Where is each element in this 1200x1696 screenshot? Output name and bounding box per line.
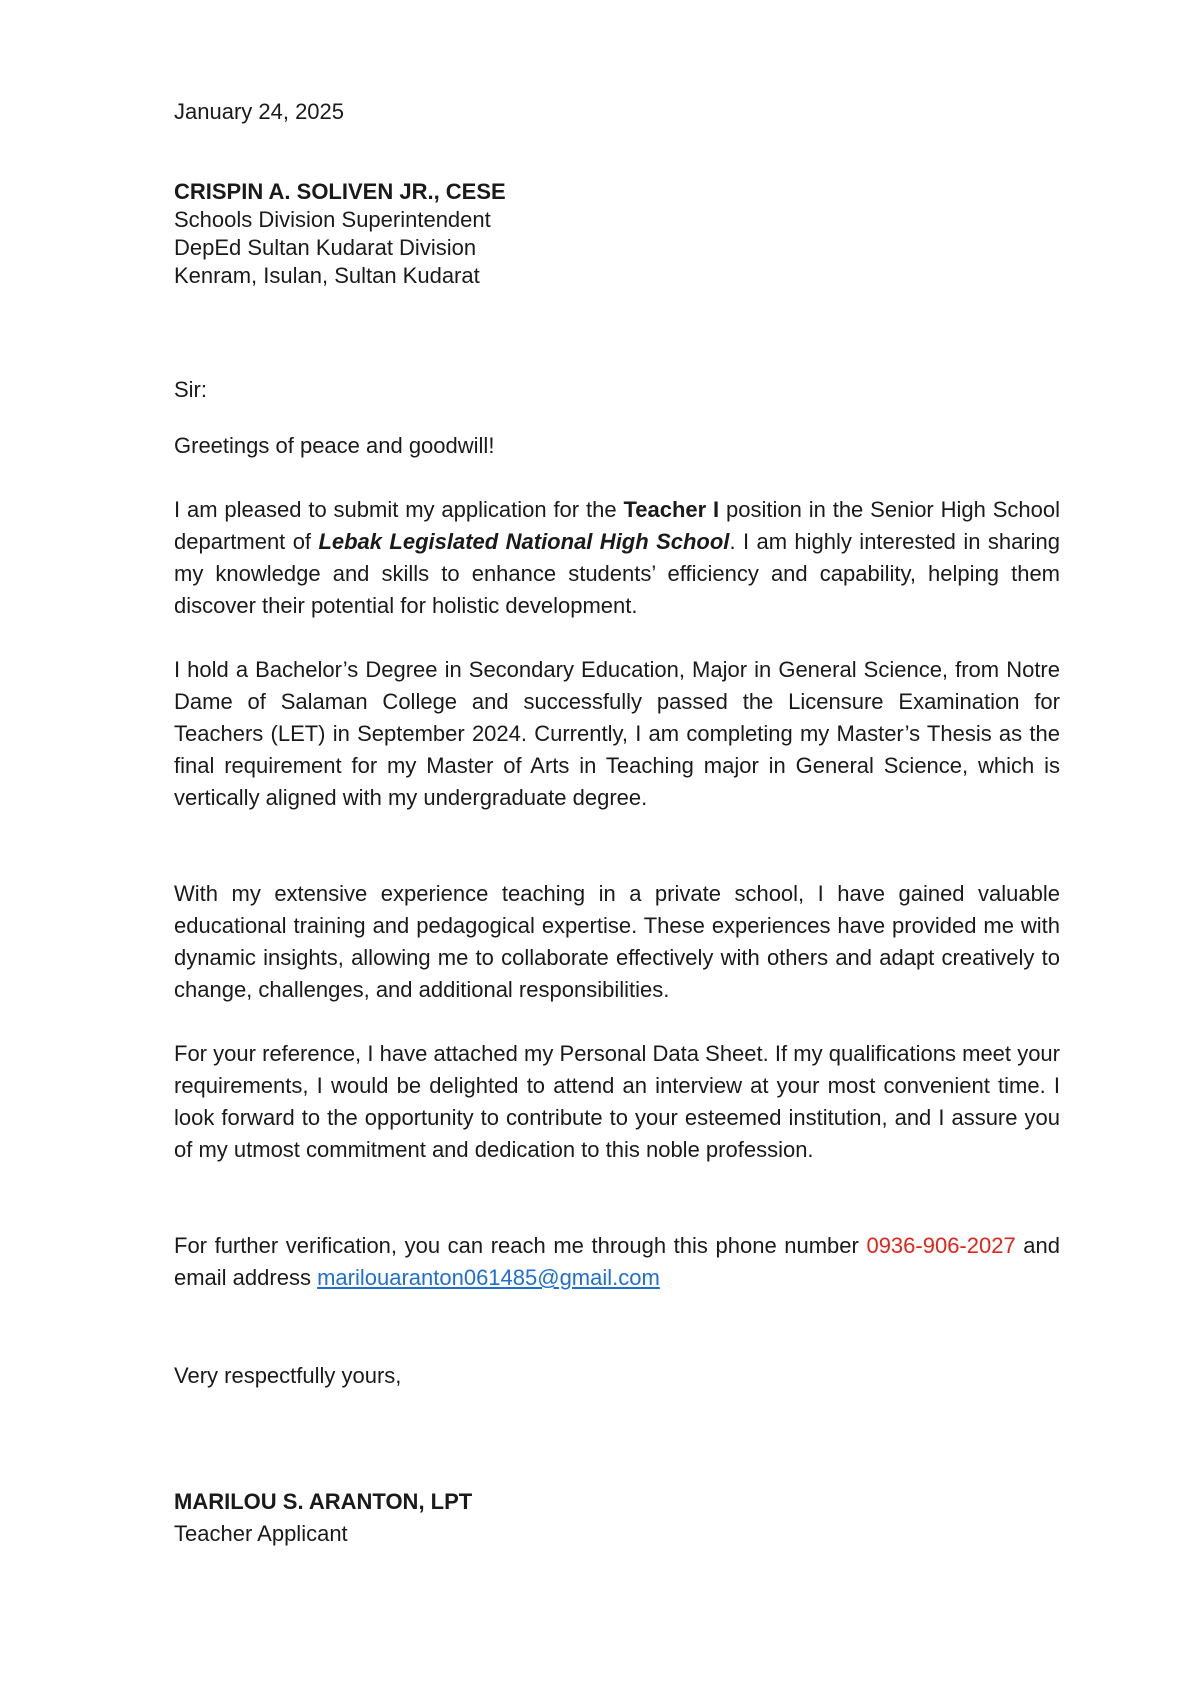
school-name: Lebak Legislated National High School [318, 529, 730, 554]
p5-text-1: For further verification, you can reach me through this phone number [174, 1233, 867, 1258]
recipient-title: Schools Division Superintendent [174, 207, 491, 232]
letter-date: January 24, 2025 [174, 99, 345, 124]
signatory-name: MARILOU S. ARANTON, LPT [174, 1489, 473, 1514]
recipient-name: CRISPIN A. SOLIVEN JR., CESE [174, 179, 506, 204]
position-name: Teacher I [623, 497, 720, 522]
paragraph-education: I hold a Bachelor’s Degree in Secondary Education, Major in General Science, from Notre Dame of Salaman College and successfully passed the Licensure Examination for Teachers (LET) in September 2024. Currently, I am completing my Master’s Thesis as the final requirement for my Master of Arts in Teaching major in General Science, which is vertically aligned with my undergraduate degree. [174, 657, 1060, 810]
salutation: Sir: [174, 377, 207, 402]
phone-number: 0936-906-2027 [866, 1233, 1016, 1258]
signatory-title: Teacher Applicant [174, 1521, 348, 1546]
paragraph-reference: For your reference, I have attached my Personal Data Sheet. If my qualifications meet your requirements, I would be delighted to attend an interview at your most convenient time. I look forward to the opportunity to contribute to your esteemed institution, and I assure you of my utmost commitment and dedication to this noble profession. [174, 1041, 1060, 1162]
email-link[interactable]: marilouaranton061485@gmail.com [317, 1265, 660, 1290]
paragraph-application [174, 494, 1060, 622]
p5-text-2: and email address [174, 1233, 1060, 1290]
paragraph-experience: With my extensive experience teaching in a private school, I have gained valuable educational training and pedagogical expertise. These experiences have provided me with dynamic insights, allowing me to collaborate effectively with others and adapt creatively to change, challenges, and additional responsibilities. [174, 881, 1060, 1002]
paragraph-contact [174, 1230, 1060, 1294]
p1-text-2: position in the Senior High School department of [174, 497, 1060, 554]
greeting: Greetings of peace and goodwill! [174, 433, 495, 458]
p1-text-1: I am pleased to submit my application for the [174, 497, 624, 522]
p1-text-3: . I am highly interested in sharing my knowledge and skills to enhance students’ efficiency and capability, helping them discover their potential for holistic development. [174, 529, 1060, 618]
recipient-office: DepEd Sultan Kudarat Division [174, 235, 477, 260]
recipient-address: Kenram, Isulan, Sultan Kudarat [174, 263, 480, 288]
closing: Very respectfully yours, [174, 1363, 402, 1388]
recipient-block [174, 178, 1060, 290]
signature-block [174, 1486, 1060, 1550]
